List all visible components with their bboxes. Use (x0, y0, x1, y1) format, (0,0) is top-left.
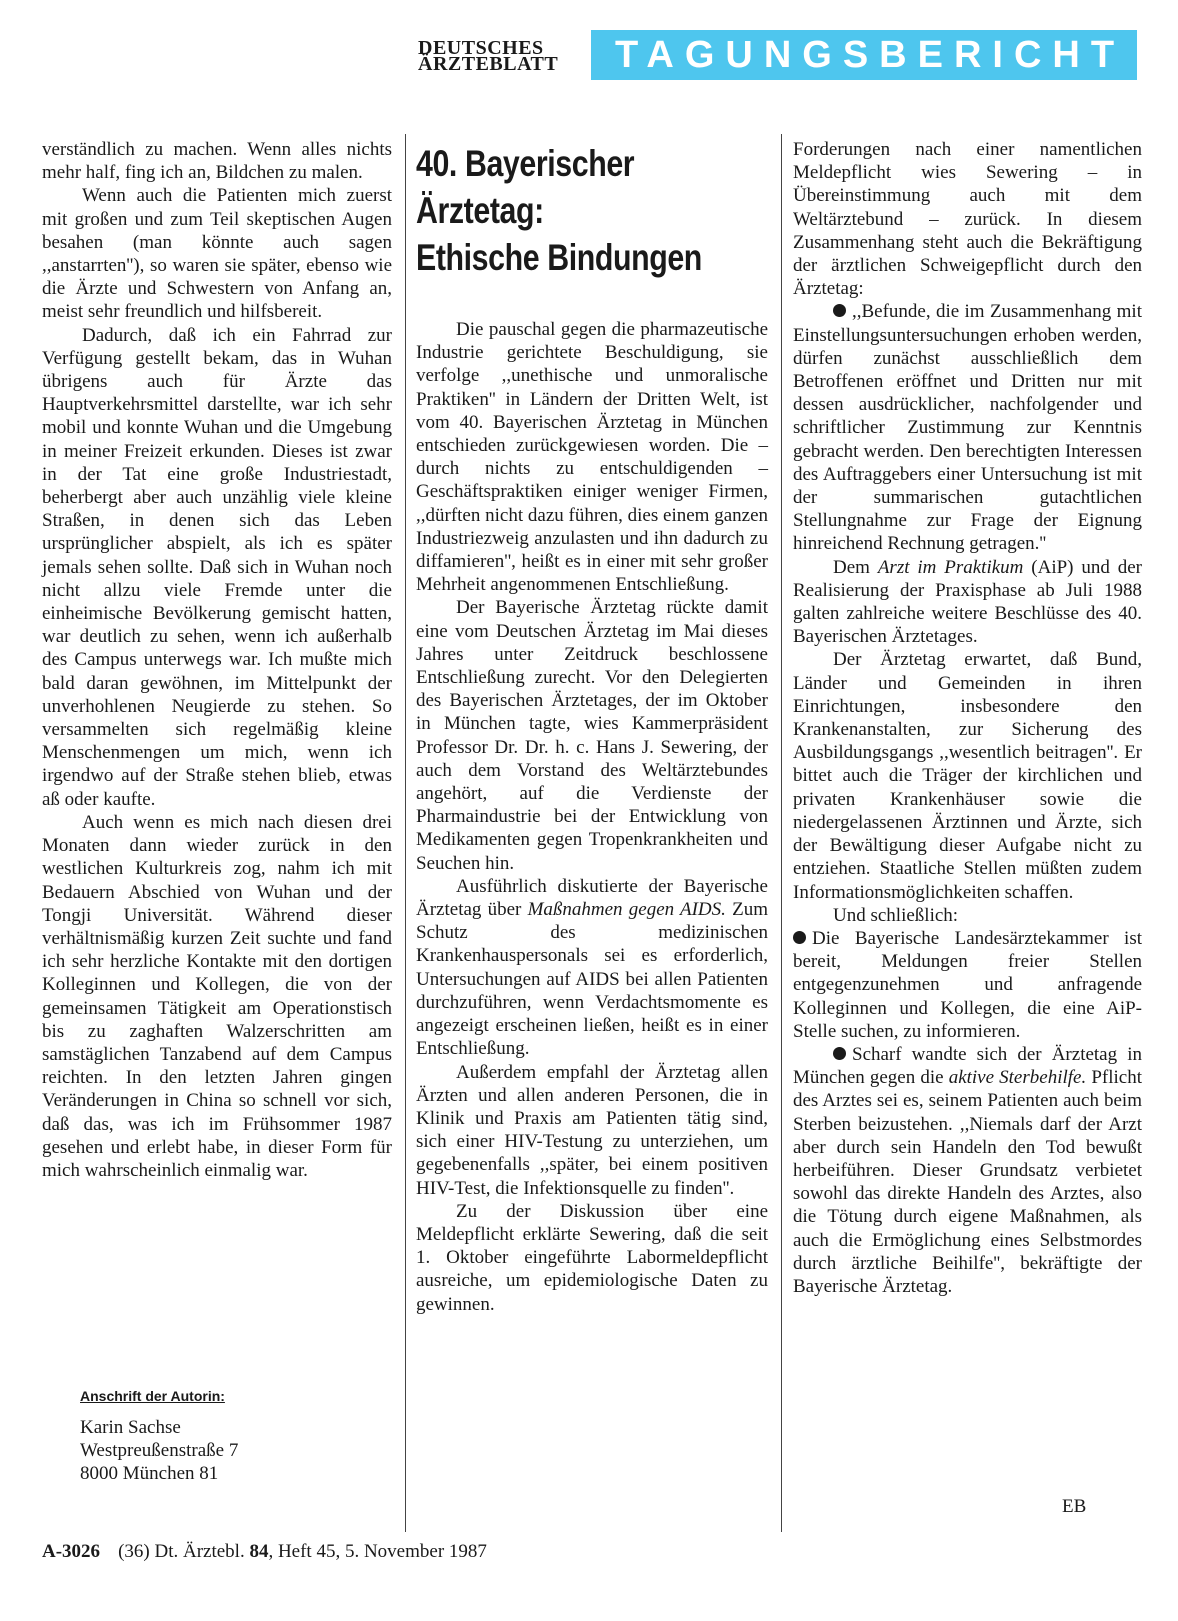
paragraph: Die pauschal gegen die pharmazeutische Industrie gerichtete Beschuldigung, sie verfolge ,,unethische und unmoralische Praktiken'' in Ländern der Dritten Welt, ist vom 40. Bayerischen Ärztetag in München entschieden zurückgewiesen worden. Die – durch nichts zu entschuldigenden – Geschäftspraktiken einiger weniger Firmen, ,,dürften nicht dazu führen, dies einem ganzen Industriezweig anzulasten und ihn dadurch zu diffamieren'', heißt es in einer mit sehr großer Mehrheit angenommenen Entschließung. (416, 319, 768, 596)
text-run: Dem (833, 556, 878, 578)
author-street: Westpreußenstraße 7 (80, 1440, 239, 1461)
logo-line-1: DEUTSCHES (418, 37, 544, 59)
paragraph: Und schließlich: (833, 904, 959, 926)
masthead (408, 30, 1146, 80)
text-run: Zum Schutz des medizinischen Krankenhauspersonals sei es erforderlich, Untersuchungen auf AIDS bei allen Patienten durchzuführen, wenn Verdachtsmomente es angezeigt erscheinen ließen, heißt es in einer Entschließung. (416, 899, 768, 1060)
text-run: Pflicht des Arztes sei es, seinem Patienten auch beim Sterben beizustehen. ,,Niemals darf der Arzt aber durch sein Handeln den Tod bewußt herbeiführen. Dieser Grundsatz verbietet sowohl das direkte Handeln des Arztes, also die Tötung durch eigene Maßnahmen, als auch die Ermöglichung eines Selbstmordes durch ärztliche Beihilfe'', bekräftigte der Bayerische Ärztetag. (793, 1067, 1142, 1297)
text-run: (AiP) und der Realisierung der Praxisphase ab Juli 1988 galten zahlreiche weitere Beschlüsse des 40. Bayerischen Ärztetages. (793, 556, 1142, 648)
headline-line-3: Ethische Bindungen (416, 237, 702, 278)
address-heading: Anschrift der Autorin: (80, 1388, 225, 1404)
logo-line-2: ÄRZTEBLATT (418, 53, 559, 75)
article-column-3 (793, 138, 1142, 1298)
paragraph: verständlich zu machen. Wenn alles nichts mehr half, fing ich an, Bildchen zu malen. (42, 139, 392, 184)
paragraph (793, 1043, 1142, 1298)
paragraph: Zu der Diskussion über eine Meldepflicht erklärte Sewering, daß die seit 1. Oktober eingeführte Labormeldepflicht ausreiche, um epidemiologische Daten zu gewinnen. (416, 1200, 768, 1315)
paragraph: Der Ärztetag erwartet, daß Bund, Länder und Gemeinden in ihren Einrichtungen, insbesondere den Krankenanstalten, zur Sicherung des Ausbildungsgangs ,,wesentlich beitragen''. Er bittet auch die Träger der kirchlichen und privaten Krankenhäuser sowie die niedergelassenen Ärztinnen und Ärzte, sich der Bewältigung dieser Aufgabe nicht zu entziehen. Staatliche Stellen müßten zudem Informationsmöglichkeiten schaffen. (793, 649, 1142, 903)
paragraph: Forderungen nach einer namentlichen Meldepflicht wies Sewering – in Übereinstimmung auch mit dem Weltärztebund – zurück. In diesem Zusammenhang steht auch die Bekräftigung der ärztlichen Schweigepflicht durch den Ärztetag: (793, 139, 1142, 300)
author-city: 8000 München 81 (80, 1463, 219, 1484)
column-rule-right (781, 134, 782, 1532)
emphasis: aktive Sterbehilfe. (948, 1067, 1087, 1089)
bullet-icon (833, 1047, 846, 1060)
column-rule-left (405, 134, 406, 1532)
paragraph (793, 556, 1142, 649)
citation-text: (36) Dt. Ärztebl. (118, 1541, 250, 1562)
author-name: Karin Sachse (80, 1417, 181, 1438)
page-footer (42, 1541, 487, 1563)
paragraph: Dadurch, daß ich ein Fahrrad zur Verfügung gestellt bekam, das in Wuhan übrigens auch für Ärzte das Hauptverkehrsmittel darstellte, war ich sehr mobil und konnte Wuhan und die Umgebung in meiner Freizeit erkunden. Dieses ist zwar in der Tat eine große Industriestadt, beherbergt aber auch unzählig viele kleine Straßen, in denen sich das Leben ursprünglicher abspielt, als ich es später jemals sehen sollte. Daß sich in Wuhan noch nicht allzu viele Fremde unter die einheimische Bevölkerung gemischt hatten, war deutlich zu sehen, wenn ich außerhalb des Campus unterwegs war. Ich mußte mich bald daran gewöhnen, im Mittelpunkt der unverhohlenen Neugierde zu stehen. So versammelten sich regelmäßig kleine Menschenmengen um mich, wenn ich irgendwo auf der Straße stehen blieb, etwas aß oder kaufte. (42, 324, 392, 810)
headline-line-2: Ärztetag: (416, 190, 544, 231)
section-band: TAGUNGSBERICHT (591, 30, 1137, 80)
text-run: Scharf wandte sich der Ärztetag in München gegen die (793, 1043, 1142, 1089)
journal-logo (418, 37, 578, 75)
bullet-icon (833, 304, 846, 317)
paragraph: Der Bayerische Ärztetag rückte damit eine vom Deutschen Ärztetag im Mai dieses Jahres unter Zeitdruck beschlossene Entschließung zurecht. Vor den Delegierten des Bayerischen Ärztetages, der im Oktober in München tagte, wies Kammerpräsident Professor Dr. Dr. h. c. Hans J. Sewering, der auch dem Vorstand des Weltärztebundes angehört, auf die Verdienste der Pharmaindustrie bei der Entwicklung von Medikamenten gegen Tropenkrankheiten und Seuchen hin. (416, 597, 768, 874)
emphasis: Maßnahmen gegen AIDS. (527, 899, 726, 921)
paragraph (416, 875, 768, 1061)
paragraph (793, 300, 1142, 555)
page-number: A-3026 (42, 1541, 101, 1562)
emphasis: Arzt im Praktikum (877, 556, 1024, 578)
article-column-2 (416, 318, 768, 1316)
headline-line-1: 40. Bayerischer (416, 143, 635, 184)
paragraph: Außerdem empfahl der Ärztetag allen Ärzten und allen anderen Personen, die in Klinik und Praxis am Patienten tätig sind, sich einer HIV-Testung zu unterziehen, um gegebenenfalls ,,später, bei einem positiven HIV-Test, die Infektionsquelle zu finden''. (416, 1061, 768, 1199)
bullet-icon (793, 931, 806, 944)
text-run: Ausführlich diskutierte der Bayerische Ärztetag über (416, 875, 768, 921)
paragraph: Wenn auch die Patienten mich zuerst mit großen und zum Teil skeptischen Augen besahen (man könnte auch sagen ,,anstarrten''), so waren sie später, ebenso wie die Ärzte und Schwestern von Anfang an, meist sehr freundlich und hilfsbereit. (42, 185, 392, 323)
paragraph (793, 927, 1142, 1043)
volume-number: 84 (249, 1541, 269, 1562)
paragraph: Auch wenn es mich nach diesen drei Monaten dann wieder zurück in den westlichen Kulturkreis zog, nahm ich mit Bedauern Abschied von Wuhan und der Tongji Universität. Während dieser verhältnismäßig kurzen Zeit suchte und fand ich sehr herzliche Kontakte mit den dortigen Kolleginnen und Kollegen, die von der gemeinsamen Tätigkeit am Operationstisch bis zu zaghaften Walzerschritten am samstäglichen Tanzabend auf dem Campus reichten. In den letzten Jahren gingen Veränderungen in China so schnell vor sich, daß das, was ich im Frühsommer 1987 gesehen und erlebt habe, in dieser Form für mich wahrscheinlich einmalig war. (42, 811, 392, 1181)
citation-text: , Heft 45, 5. November 1987 (268, 1541, 487, 1562)
author-initials: EB (1062, 1496, 1087, 1517)
text-run: Die Bayerische Landesärztekammer ist bereit, Meldungen freier Stellen entgegenzunehmen und anfragende Kolleginnen und Kollegen, die eine AiP-Stelle suchen, zu informieren. (793, 927, 1142, 1042)
previous-article-column (42, 138, 392, 1182)
article-headline (416, 140, 703, 281)
text-run: ,,Befunde, die im Zusammenhang mit Einstellungsuntersuchungen erhoben werden, dürfen zunächst ausschließlich dem Betroffenen eröffnet und Dritten nur mit dessen ausdrücklicher, nachfolgender und schriftlicher Zustimmung zur Kenntnis gebracht werden. Den berechtigten Interessen des Auftraggebers einer Untersuchung ist mit der summarischen gutachtlichen Stellungnahme zur Frage der Eignung hinreichend Rechnung getragen.'' (793, 301, 1142, 555)
author-address (80, 1388, 400, 1485)
